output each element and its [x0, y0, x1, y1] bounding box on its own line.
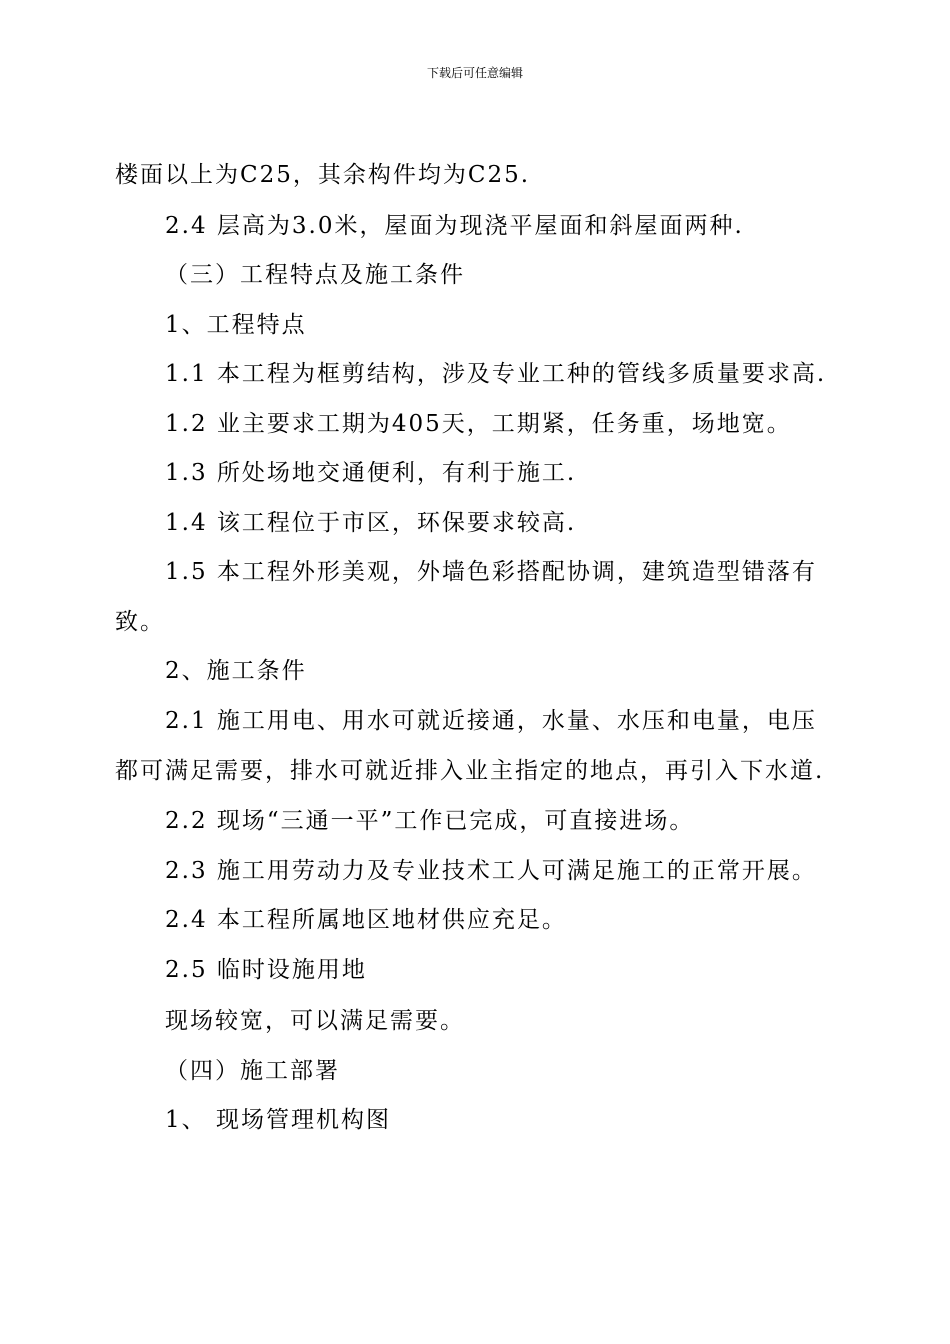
- text-line: 2.4 层高为3.0米，屋面为现浇平屋面和斜屋面两种.: [165, 213, 744, 239]
- text-line: 现场较宽，可以满足需要。: [165, 1008, 465, 1034]
- text-line: 2.5 临时设施用地: [165, 957, 367, 983]
- text-line: 1.2 业主要求工期为405天，工期紧，任务重，场地宽。: [165, 411, 792, 437]
- text-line: 1.1 本工程为框剪结构，涉及专业工种的管线多质量要求高.: [165, 361, 827, 387]
- section-heading: （四）施工部署: [165, 1058, 340, 1084]
- text-line: 楼面以上为C25，其余构件均为C25.: [115, 162, 531, 188]
- text-line: 致。: [115, 609, 165, 635]
- text-line: 1.4 该工程位于市区，环保要求较高.: [165, 510, 577, 536]
- text-line: 1.5 本工程外形美观，外墙色彩搭配协调，建筑造型错落有: [165, 559, 817, 585]
- text-line: 都可满足需要，排水可就近排入业主指定的地点，再引入下水道.: [115, 758, 825, 784]
- subsection-heading: 1、工程特点: [165, 312, 307, 338]
- subsection-heading: 2、施工条件: [165, 658, 307, 684]
- page-header-note: 下载后可任意编辑: [426, 66, 523, 80]
- text-line: 2.3 施工用劳动力及专业技术工人可满足施工的正常开展。: [165, 858, 817, 884]
- text-line: 1.3 所处场地交通便利，有利于施工.: [165, 460, 577, 486]
- text-line: 2.1 施工用电、用水可就近接通，水量、水压和电量，电压: [165, 708, 817, 734]
- text-line: 2.4 本工程所属地区地材供应充足。: [165, 907, 567, 933]
- section-heading: （三）工程特点及施工条件: [165, 262, 465, 288]
- text-line: 2.2 现场“三通一平”工作已完成，可直接进场。: [165, 808, 695, 834]
- subsection-heading: 1、 现场管理机构图: [165, 1107, 391, 1133]
